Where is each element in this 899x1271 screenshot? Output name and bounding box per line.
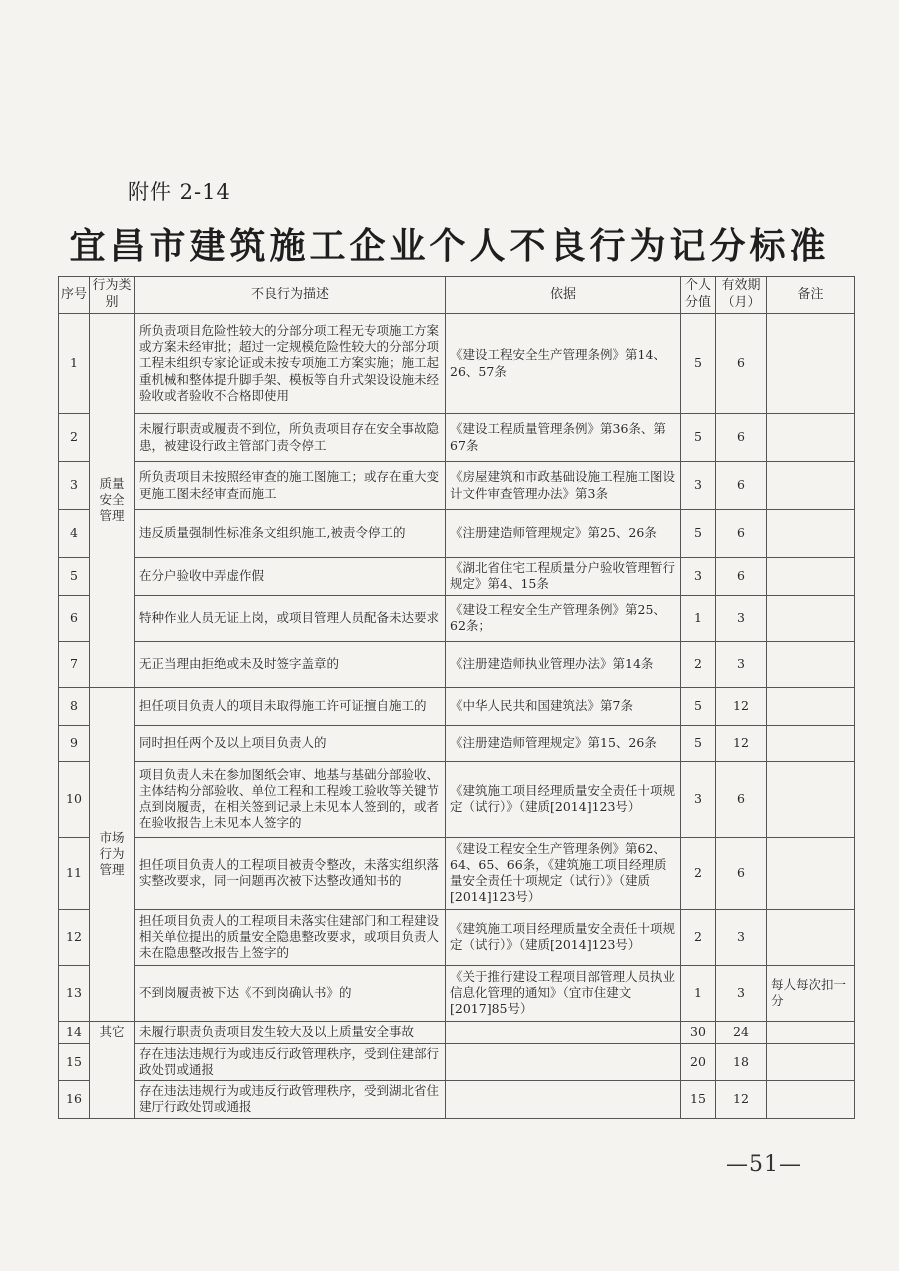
row-desc: 担任项目负责人的工程项目被责令整改，未落实组织落实整改要求，同一问题再次被下达整改通知书的 xyxy=(135,837,446,909)
table-row xyxy=(59,462,855,510)
table-header-row xyxy=(59,277,855,314)
row-no: 13 xyxy=(59,965,90,1021)
row-basis: 《建筑施工项目经理质量安全责任十项规定（试行）》（建质[2014]123号） xyxy=(446,761,681,837)
table-row xyxy=(59,414,855,462)
row-score: 3 xyxy=(681,558,716,596)
page-number: —51— xyxy=(726,1152,802,1177)
row-note xyxy=(767,595,855,641)
category-market-behavior: 市场行为管理 xyxy=(90,687,135,1021)
row-months: 3 xyxy=(716,965,767,1021)
row-note xyxy=(767,462,855,510)
row-no: 7 xyxy=(59,641,90,687)
header-months: 有效期（月） xyxy=(716,277,767,314)
table-row xyxy=(59,595,855,641)
row-basis: 《建设工程安全生产管理条例》第62、64、65、66条，《建筑施工项目经理质量安全责任十项规定（试行）》（建质[2014]123号） xyxy=(446,837,681,909)
row-months: 6 xyxy=(716,558,767,596)
row-no: 14 xyxy=(59,1021,90,1043)
row-desc: 违反质量强制性标准条文组织施工,被责令停工的 xyxy=(135,510,446,558)
row-months: 12 xyxy=(716,687,767,725)
row-no: 16 xyxy=(59,1081,90,1119)
row-basis: 《注册建造师管理规定》第25、26条 xyxy=(446,510,681,558)
table-row xyxy=(59,1081,855,1119)
row-months: 6 xyxy=(716,314,767,414)
row-months: 6 xyxy=(716,462,767,510)
row-months: 12 xyxy=(716,725,767,761)
row-months: 3 xyxy=(716,641,767,687)
row-desc: 同时担任两个及以上项目负责人的 xyxy=(135,725,446,761)
row-note xyxy=(767,1021,855,1043)
row-note xyxy=(767,1043,855,1081)
row-basis: 《房屋建筑和市政基础设施工程施工图设计文件审查管理办法》第3条 xyxy=(446,462,681,510)
table-row xyxy=(59,687,855,725)
row-note: 每人每次扣一分 xyxy=(767,965,855,1021)
row-note xyxy=(767,1081,855,1119)
row-desc: 未履行职责负责项目发生较大及以上质量安全事故 xyxy=(135,1021,446,1043)
row-desc: 不到岗履责被下达《不到岗确认书》的 xyxy=(135,965,446,1021)
row-desc: 项目负责人未在参加图纸会审、地基与基础分部验收、主体结构分部验收、单位工程和工程竣工验收等关键节点到岗履责，在相关签到记录上未见本人签到的，或者在验收报告上未见本人签字的 xyxy=(135,761,446,837)
table-row xyxy=(59,965,855,1021)
row-note xyxy=(767,687,855,725)
table-row xyxy=(59,837,855,909)
row-note xyxy=(767,837,855,909)
row-score: 2 xyxy=(681,837,716,909)
category-other: 其它 xyxy=(90,1021,135,1118)
table-row xyxy=(59,1021,855,1043)
row-no: 15 xyxy=(59,1043,90,1081)
row-no: 1 xyxy=(59,314,90,414)
row-note xyxy=(767,510,855,558)
header-note: 备注 xyxy=(767,277,855,314)
row-months: 6 xyxy=(716,510,767,558)
row-months: 12 xyxy=(716,1081,767,1119)
row-no: 11 xyxy=(59,837,90,909)
row-no: 3 xyxy=(59,462,90,510)
row-note xyxy=(767,558,855,596)
row-score: 5 xyxy=(681,314,716,414)
row-desc: 所负责项目危险性较大的分部分项工程无专项施工方案或方案未经审批；超过一定规模危险性较大的分部分项工程未组织专家论证或未按专项施工方案实施；施工起重机械和整体提升脚手架、模板等自升式架设设施未经验收或者验收不合格即使用 xyxy=(135,314,446,414)
category-quality-safety: 质量安全管理 xyxy=(90,314,135,688)
row-months: 3 xyxy=(716,909,767,965)
table-row xyxy=(59,641,855,687)
row-no: 10 xyxy=(59,761,90,837)
row-desc: 无正当理由拒绝或未及时签字盖章的 xyxy=(135,641,446,687)
row-score: 1 xyxy=(681,965,716,1021)
table-row xyxy=(59,725,855,761)
header-basis: 依据 xyxy=(446,277,681,314)
table-row xyxy=(59,761,855,837)
row-score: 3 xyxy=(681,462,716,510)
row-desc: 存在违法违规行为或违反行政管理秩序，受到住建部行政处罚或通报 xyxy=(135,1043,446,1081)
row-score: 3 xyxy=(681,761,716,837)
row-months: 24 xyxy=(716,1021,767,1043)
row-basis: 《中华人民共和国建筑法》第7条 xyxy=(446,687,681,725)
row-score: 5 xyxy=(681,725,716,761)
header-seq: 序号 xyxy=(59,277,90,314)
row-desc: 特种作业人员无证上岗，或项目管理人员配备未达要求 xyxy=(135,595,446,641)
row-note xyxy=(767,414,855,462)
table-row xyxy=(59,558,855,596)
row-basis xyxy=(446,1081,681,1119)
row-no: 2 xyxy=(59,414,90,462)
row-months: 6 xyxy=(716,837,767,909)
row-desc: 在分户验收中弄虚作假 xyxy=(135,558,446,596)
row-note xyxy=(767,725,855,761)
row-months: 3 xyxy=(716,595,767,641)
row-score: 2 xyxy=(681,909,716,965)
row-no: 4 xyxy=(59,510,90,558)
row-no: 9 xyxy=(59,725,90,761)
table-row xyxy=(59,510,855,558)
table-row xyxy=(59,1043,855,1081)
row-no: 5 xyxy=(59,558,90,596)
row-score: 5 xyxy=(681,510,716,558)
row-basis: 《建设工程安全生产管理条例》第14、26、57条 xyxy=(446,314,681,414)
row-note xyxy=(767,761,855,837)
row-desc: 担任项目负责人的项目未取得施工许可证擅自施工的 xyxy=(135,687,446,725)
row-note xyxy=(767,314,855,414)
scoring-standard-table xyxy=(58,276,855,1119)
row-desc: 所负责项目未按照经审查的施工图施工；或存在重大变更施工图未经审查而施工 xyxy=(135,462,446,510)
row-score: 5 xyxy=(681,687,716,725)
row-months: 6 xyxy=(716,761,767,837)
row-basis: 《湖北省住宅工程质量分户验收管理暂行规定》第4、15条 xyxy=(446,558,681,596)
row-score: 1 xyxy=(681,595,716,641)
row-basis: 《建设工程质量管理条例》第36条、第67条 xyxy=(446,414,681,462)
row-basis: 《建设工程安全生产管理条例》第25、62条； xyxy=(446,595,681,641)
header-desc: 不良行为描述 xyxy=(135,277,446,314)
row-basis xyxy=(446,1043,681,1081)
row-basis: 《建筑施工项目经理质量安全责任十项规定（试行）》（建质[2014]123号） xyxy=(446,909,681,965)
row-note xyxy=(767,641,855,687)
row-score: 15 xyxy=(681,1081,716,1119)
row-basis: 《注册建造师执业管理办法》第14条 xyxy=(446,641,681,687)
table-row xyxy=(59,909,855,965)
row-no: 6 xyxy=(59,595,90,641)
row-basis: 《关于推行建设工程项目部管理人员执业信息化管理的通知》（宜市住建文[2017]85号） xyxy=(446,965,681,1021)
row-months: 6 xyxy=(716,414,767,462)
row-no: 12 xyxy=(59,909,90,965)
row-score: 20 xyxy=(681,1043,716,1081)
header-category: 行为类别 xyxy=(90,277,135,314)
row-note xyxy=(767,909,855,965)
row-months: 18 xyxy=(716,1043,767,1081)
attachment-label: 附件 2-14 xyxy=(128,180,231,204)
row-basis xyxy=(446,1021,681,1043)
row-desc: 未履行职责或履责不到位，所负责项目存在安全事故隐患，被建设行政主管部门责令停工 xyxy=(135,414,446,462)
row-desc: 担任项目负责人的工程项目未落实住建部门和工程建设相关单位提出的质量安全隐患整改要求，或项目负责人未在隐患整改报告上签字的 xyxy=(135,909,446,965)
row-desc: 存在违法违规行为或违反行政管理秩序，受到湖北省住建厅行政处罚或通报 xyxy=(135,1081,446,1119)
row-basis: 《注册建造师管理规定》第15、26条 xyxy=(446,725,681,761)
header-score: 个人分值 xyxy=(681,277,716,314)
document-title: 宜昌市建筑施工企业个人不良行为记分标准 xyxy=(69,225,830,267)
row-score: 2 xyxy=(681,641,716,687)
table-row xyxy=(59,314,855,414)
row-score: 5 xyxy=(681,414,716,462)
row-score: 30 xyxy=(681,1021,716,1043)
row-no: 8 xyxy=(59,687,90,725)
